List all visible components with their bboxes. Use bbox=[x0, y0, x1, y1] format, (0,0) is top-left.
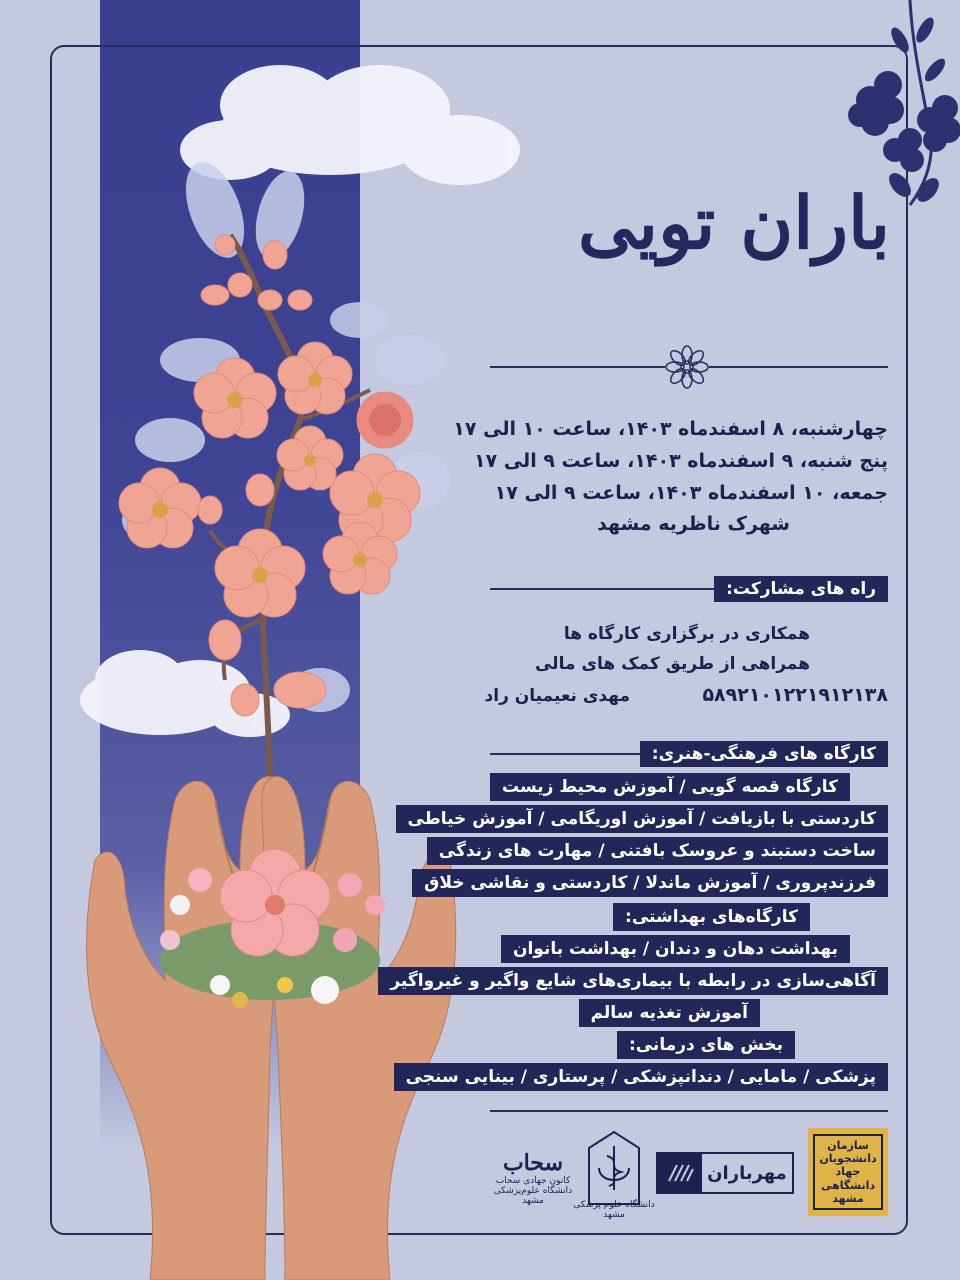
event-location: شهرک ناظریه مشهد bbox=[597, 513, 790, 535]
participation-item-1: همکاری در برگزاری کارگاه ها bbox=[563, 624, 810, 644]
schedule-day-1: چهارشنبه، ۸ اسفندماه ۱۴۰۳، ساعت ۱۰ الی ۱۷ bbox=[453, 418, 888, 440]
participation-heading: راه های مشارکت: bbox=[714, 576, 888, 602]
university-emblem-icon bbox=[585, 1128, 643, 1208]
poster-title: باران تویی bbox=[578, 180, 890, 265]
university-caption: دانشگاه علوم پزشکی مشهد bbox=[573, 1200, 655, 1220]
schedule-day-2: پنج شنبه، ۹ اسفندماه ۱۴۰۳، ساعت ۹ الی ۱۷ bbox=[474, 450, 888, 472]
mehrbaran-text: مهرباران bbox=[707, 1162, 787, 1184]
cultural-item-1: کارگاه قصه گویی / آموزش محیط زیست bbox=[490, 773, 850, 801]
cloud-top bbox=[180, 65, 520, 185]
health-item-2: آگاهی‌سازی در رابطه با بیماری‌های شایع واگیر و غیرواگیر bbox=[378, 967, 888, 995]
treatment-heading: بخش های درمانی: bbox=[617, 1031, 795, 1059]
jihad-text: سازمان دانشجویان جهاد دانشگاهی مشهد bbox=[813, 1134, 883, 1210]
sahab-mark: سحاب bbox=[502, 1150, 564, 1176]
health-item-1: بهداشت دهان و دندان / بهداشت بانوان bbox=[501, 935, 850, 963]
rosette-icon bbox=[663, 343, 711, 391]
health-heading: کارگاه‌های بهداشتی: bbox=[613, 903, 810, 931]
cloud-middle bbox=[80, 650, 290, 737]
cultural-item-4: فرزندپروری / آموزش ماندلا / کاردستی و نقاشی خلاق bbox=[412, 869, 888, 897]
footer-rule bbox=[490, 1110, 888, 1112]
cultural-heading: کارگاه های فرهنگی-هنری: bbox=[640, 741, 888, 767]
cultural-item-3: ساخت دستبند و عروسک بافتنی / مهارت های زندگی bbox=[427, 837, 888, 865]
sahab-logo bbox=[493, 1150, 573, 1206]
treatment-item-1: پزشکی / مامایی / دندانپزشکی / پرستاری / بینایی سنجی bbox=[394, 1063, 888, 1091]
mehrbaran-logo bbox=[656, 1152, 794, 1194]
card-number: ۵۸۹۲۱۰۱۲۲۱۹۱۲۱۳۸ bbox=[702, 684, 888, 706]
corner-flower-icon bbox=[840, 0, 960, 210]
sahab-caption-1: کانون جهادی سحاب bbox=[495, 1176, 571, 1186]
sahab-caption-2: دانشگاه علوم‌پزشکی مشهد bbox=[493, 1186, 573, 1206]
health-item-3: آموزش تغذیه سالم bbox=[579, 999, 760, 1027]
participation-item-2: همراهی از طریق کمک های مالی bbox=[534, 654, 810, 674]
jihad-logo bbox=[808, 1128, 888, 1216]
schedule-day-3: جمعه، ۱۰ اسفندماه ۱۴۰۳، ساعت ۹ الی ۱۷ bbox=[494, 482, 888, 504]
card-owner: مهدی نعیمیان راد bbox=[484, 686, 630, 706]
cultural-item-2: کاردستی با بازیافت / آموزش اوریگامی / آموزش خیاطی bbox=[396, 805, 888, 833]
mehrbaran-mark-icon bbox=[658, 1154, 702, 1192]
